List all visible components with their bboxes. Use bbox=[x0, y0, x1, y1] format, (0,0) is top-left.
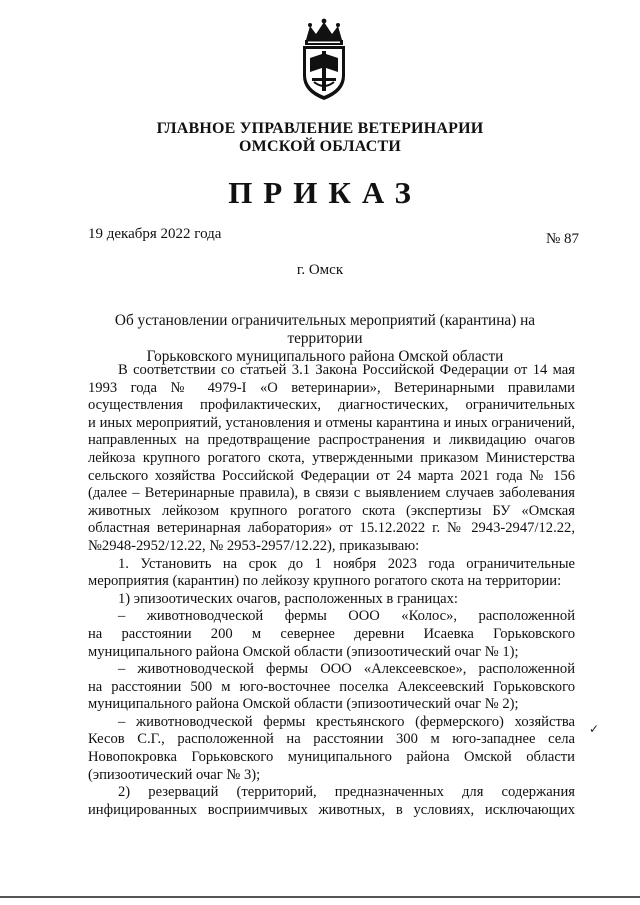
body-line: В соответствии со статьей 3.1 Закона Российской Федерации от 14 мая bbox=[118, 362, 575, 378]
body-line: направленных на предотвращение распространения и ликвидацию очагов bbox=[88, 432, 575, 449]
omsk-coat-of-arms-icon bbox=[296, 18, 352, 102]
body-line: Новопокровка Горьковского муниципального района Омской области bbox=[88, 749, 575, 766]
document-title: ПРИКАЗ bbox=[228, 175, 422, 210]
body-line: на расстоянии 500 м юго-восточнее поселка Алексеевский Горьковского bbox=[88, 678, 575, 695]
body-line: осуществления профилактических, диагностических, ограничительных bbox=[88, 397, 575, 414]
body-line: (эпизоотический очаг № 3); bbox=[88, 766, 261, 783]
body-line: областная ветеринарная лаборатория» от 15.12.2022 г. № 2943-2947/12.22, bbox=[88, 520, 575, 537]
body-line: на расстоянии 200 м севернее деревни Исаевка Горьковского bbox=[88, 625, 575, 642]
body-line: – животноводческой фермы крестьянского (фермерского) хозяйства bbox=[118, 713, 575, 730]
handwritten-check-mark: ✓ bbox=[589, 722, 600, 736]
document-number: № 87 bbox=[545, 231, 579, 247]
body-line: – животноводческой фермы ООО «Колос», расположенной bbox=[118, 608, 575, 625]
organization-name-line2: ОМСКОЙ ОБЛАСТИ bbox=[239, 138, 401, 155]
organization-name-line1: ГЛАВНОЕ УПРАВЛЕНИЕ ВЕТЕРИНАРИИ bbox=[156, 120, 484, 137]
body-line: 1993 года № 4979-I «О ветеринарии», Ветеринарными правилами bbox=[88, 379, 575, 396]
body-line: животных лейкозом крупного рогатого скота (экспертизы БУ «Омская bbox=[88, 502, 575, 519]
document-body bbox=[88, 362, 575, 819]
body-line: – животноводческой фермы ООО «Алексеевское», расположенной bbox=[118, 661, 575, 678]
body-line: (далее – Ветеринарные правила), в связи с выявлением случаев заболевания bbox=[88, 485, 575, 502]
body-line: №2948-2952/12.22, № 2953-2957/12.22), приказываю: bbox=[88, 537, 420, 554]
body-line: муниципального района Омской области (эпизоотический очаг № 1); bbox=[88, 643, 519, 660]
document-subject bbox=[80, 312, 570, 366]
document-date: 19 декабря 2022 года bbox=[88, 226, 222, 242]
subject-line: Об установлении ограничительных мероприятий (карантина) на территории bbox=[114, 312, 536, 347]
body-line: муниципального района Омской области (эпизоотический очаг № 2); bbox=[88, 696, 519, 713]
body-line: 1. Установить на срок до 1 ноября 2023 года ограничительные bbox=[118, 555, 575, 572]
body-line: мероприятия (карантин) по лейкозу крупного рогатого скота на территории: bbox=[88, 573, 562, 590]
subject-line: Горьковского муниципального района Омской области bbox=[146, 348, 504, 365]
body-line: и иных мероприятий, установления и отмены карантина и иных ограничений, bbox=[88, 414, 575, 431]
body-line: Кесов С.Г., расположенной на расстоянии 300 м юго-западнее села bbox=[88, 731, 575, 748]
body-line: сельского хозяйства Российской Федерации от 24 марта 2021 года № 156 bbox=[88, 467, 575, 484]
body-line: 1) эпизоотических очагов, расположенных в границах: bbox=[118, 590, 458, 607]
body-line: 2) резерваций (территорий, предназначенных для содержания bbox=[118, 784, 575, 801]
body-line: лейкоза крупного рогатого скота, утвержденными приказом Министерства bbox=[88, 449, 575, 466]
body-line: инфицированных восприимчивых животных, в условиях, исключающих bbox=[88, 801, 575, 818]
scan-edge-line bbox=[0, 896, 640, 898]
document-city: г. Омск bbox=[296, 262, 344, 278]
